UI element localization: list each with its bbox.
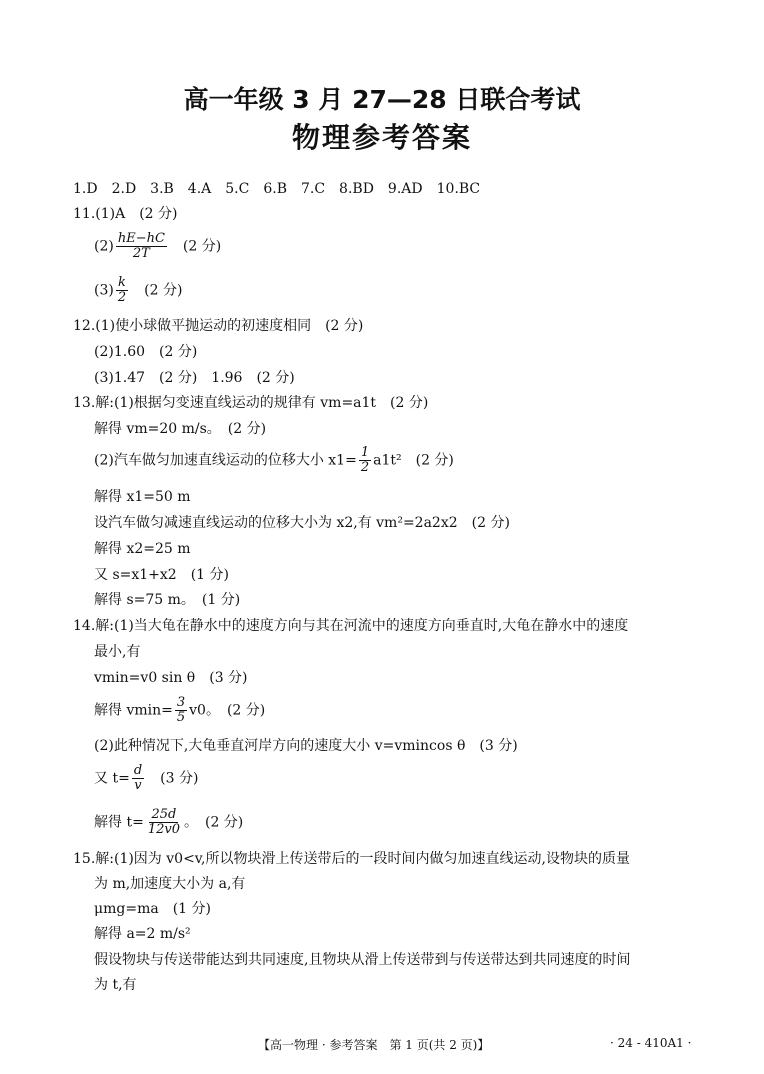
q14-line7 xyxy=(94,808,243,837)
q14-line4-fraction xyxy=(175,696,187,725)
q14-line7-fraction xyxy=(146,808,182,837)
q11-part2-fraction xyxy=(116,232,167,261)
q14-line4-suffix: v0。 (2 分) xyxy=(189,702,266,719)
q11-part3-prefix: (3) xyxy=(94,282,114,299)
q13-line3-suffix: a1t² (2 分) xyxy=(373,452,454,469)
q13-line8: 解得 s=75 m。 (1 分) xyxy=(94,592,241,608)
q13-line5: 设汽车做匀减速直线运动的位移大小为 x2,有 vm²=2a2x2 (2 分) xyxy=(94,515,510,531)
q14-line6-prefix: 又 t= xyxy=(94,770,130,787)
fraction-numerator: d xyxy=(133,763,143,778)
q14-line5: (2)此种情况下,大龟垂直河岸方向的速度大小 v=vmincos θ (3 分) xyxy=(94,738,518,754)
q13-line1: 13.解:(1)根据匀变速直线运动的规律有 vm=a1t (2 分) xyxy=(73,395,429,411)
q13-line3-prefix: (2)汽车做匀加速直线运动的位移大小 x1= xyxy=(94,452,357,469)
q14-line7-suffix: 。 (2 分) xyxy=(183,814,244,831)
footer-code: · 24 - 410A1 · xyxy=(610,1036,692,1050)
q15-line3: μmg=ma (1 分) xyxy=(94,901,211,917)
q13-line6: 解得 x2=25 m xyxy=(94,541,191,557)
fraction-numerator: k xyxy=(118,275,126,290)
q14-line1: 14.解:(1)当大龟在静水中的速度方向与其在河流中的速度方向垂直时,大龟在静水中的速度 xyxy=(73,618,629,634)
q15-line4: 解得 a=2 m/s² xyxy=(94,926,191,942)
q12-part2: (2)1.60 (2 分) xyxy=(94,344,198,360)
exam-title: 高一年级 3 月 27—28 日联合考试 xyxy=(183,85,581,114)
q11-part3-fraction xyxy=(116,276,128,305)
q12-part3: (3)1.47 (2 分) 1.96 (2 分) xyxy=(94,370,295,386)
q11-part3 xyxy=(94,276,182,305)
q13-line2: 解得 vm=20 m/s。 (2 分) xyxy=(94,421,267,437)
fraction-denominator: 2 xyxy=(117,290,127,305)
fraction-denominator: 2 xyxy=(360,460,370,475)
q15-line2: 为 m,加速度大小为 a,有 xyxy=(94,876,246,892)
q13-line3-fraction xyxy=(359,446,371,475)
q13-line4: 解得 x1=50 m xyxy=(94,489,191,505)
fraction-numerator: hE−hC xyxy=(117,231,165,246)
q15-line1: 15.解:(1)因为 v0<v,所以物块滑上传送带后的一段时间内做匀加速直线运动,设物块的质量 xyxy=(73,851,630,867)
q14-line6-suffix: (3 分) xyxy=(146,770,199,787)
q11-part1: 11.(1)A (2 分) xyxy=(73,206,178,222)
fraction-denominator: v xyxy=(134,778,142,793)
q11-part3-score: (2 分) xyxy=(144,282,183,299)
q15-line6: 为 t,有 xyxy=(94,977,137,993)
q13-line7: 又 s=x1+x2 (1 分) xyxy=(94,567,229,583)
fraction-numerator: 1 xyxy=(360,445,370,460)
q13-line3 xyxy=(94,446,454,475)
fraction-numerator: 25d xyxy=(151,807,177,822)
q14-line3: vmin=v0 sin θ (3 分) xyxy=(94,670,248,686)
fraction-denominator: 5 xyxy=(176,710,186,725)
q11-part2 xyxy=(94,232,221,261)
q11-part2-score: (2 分) xyxy=(182,238,222,255)
q15-line5: 假设物块与传送带能达到共同速度,且物块从滑上传送带到与传送带达到共同速度的时间 xyxy=(94,952,631,968)
q14-line2: 最小,有 xyxy=(94,644,141,660)
multiple-choice-answers: 1.D 2.D 3.B 4.A 5.C 6.B 7.C 8.BD 9.AD 10.BC xyxy=(73,181,481,197)
q14-line4 xyxy=(94,696,265,725)
q14-line4-prefix: 解得 vmin= xyxy=(94,702,173,719)
footer-page-info: 【高一物理 · 参考答案 第 1 页(共 2 页)】 xyxy=(258,1038,490,1052)
answer-key-title: 物理参考答案 xyxy=(291,121,472,154)
q14-line6-fraction xyxy=(132,764,144,793)
fraction-numerator: 3 xyxy=(176,695,186,710)
q14-line7-prefix: 解得 t= xyxy=(94,814,144,831)
fraction-denominator: 2T xyxy=(132,246,150,261)
q12-part1: 12.(1)使小球做平抛运动的初速度相同 (2 分) xyxy=(73,318,364,334)
q11-part2-prefix: (2) xyxy=(94,238,114,255)
fraction-denominator: 12v0 xyxy=(147,822,180,837)
q14-line6 xyxy=(94,764,198,793)
